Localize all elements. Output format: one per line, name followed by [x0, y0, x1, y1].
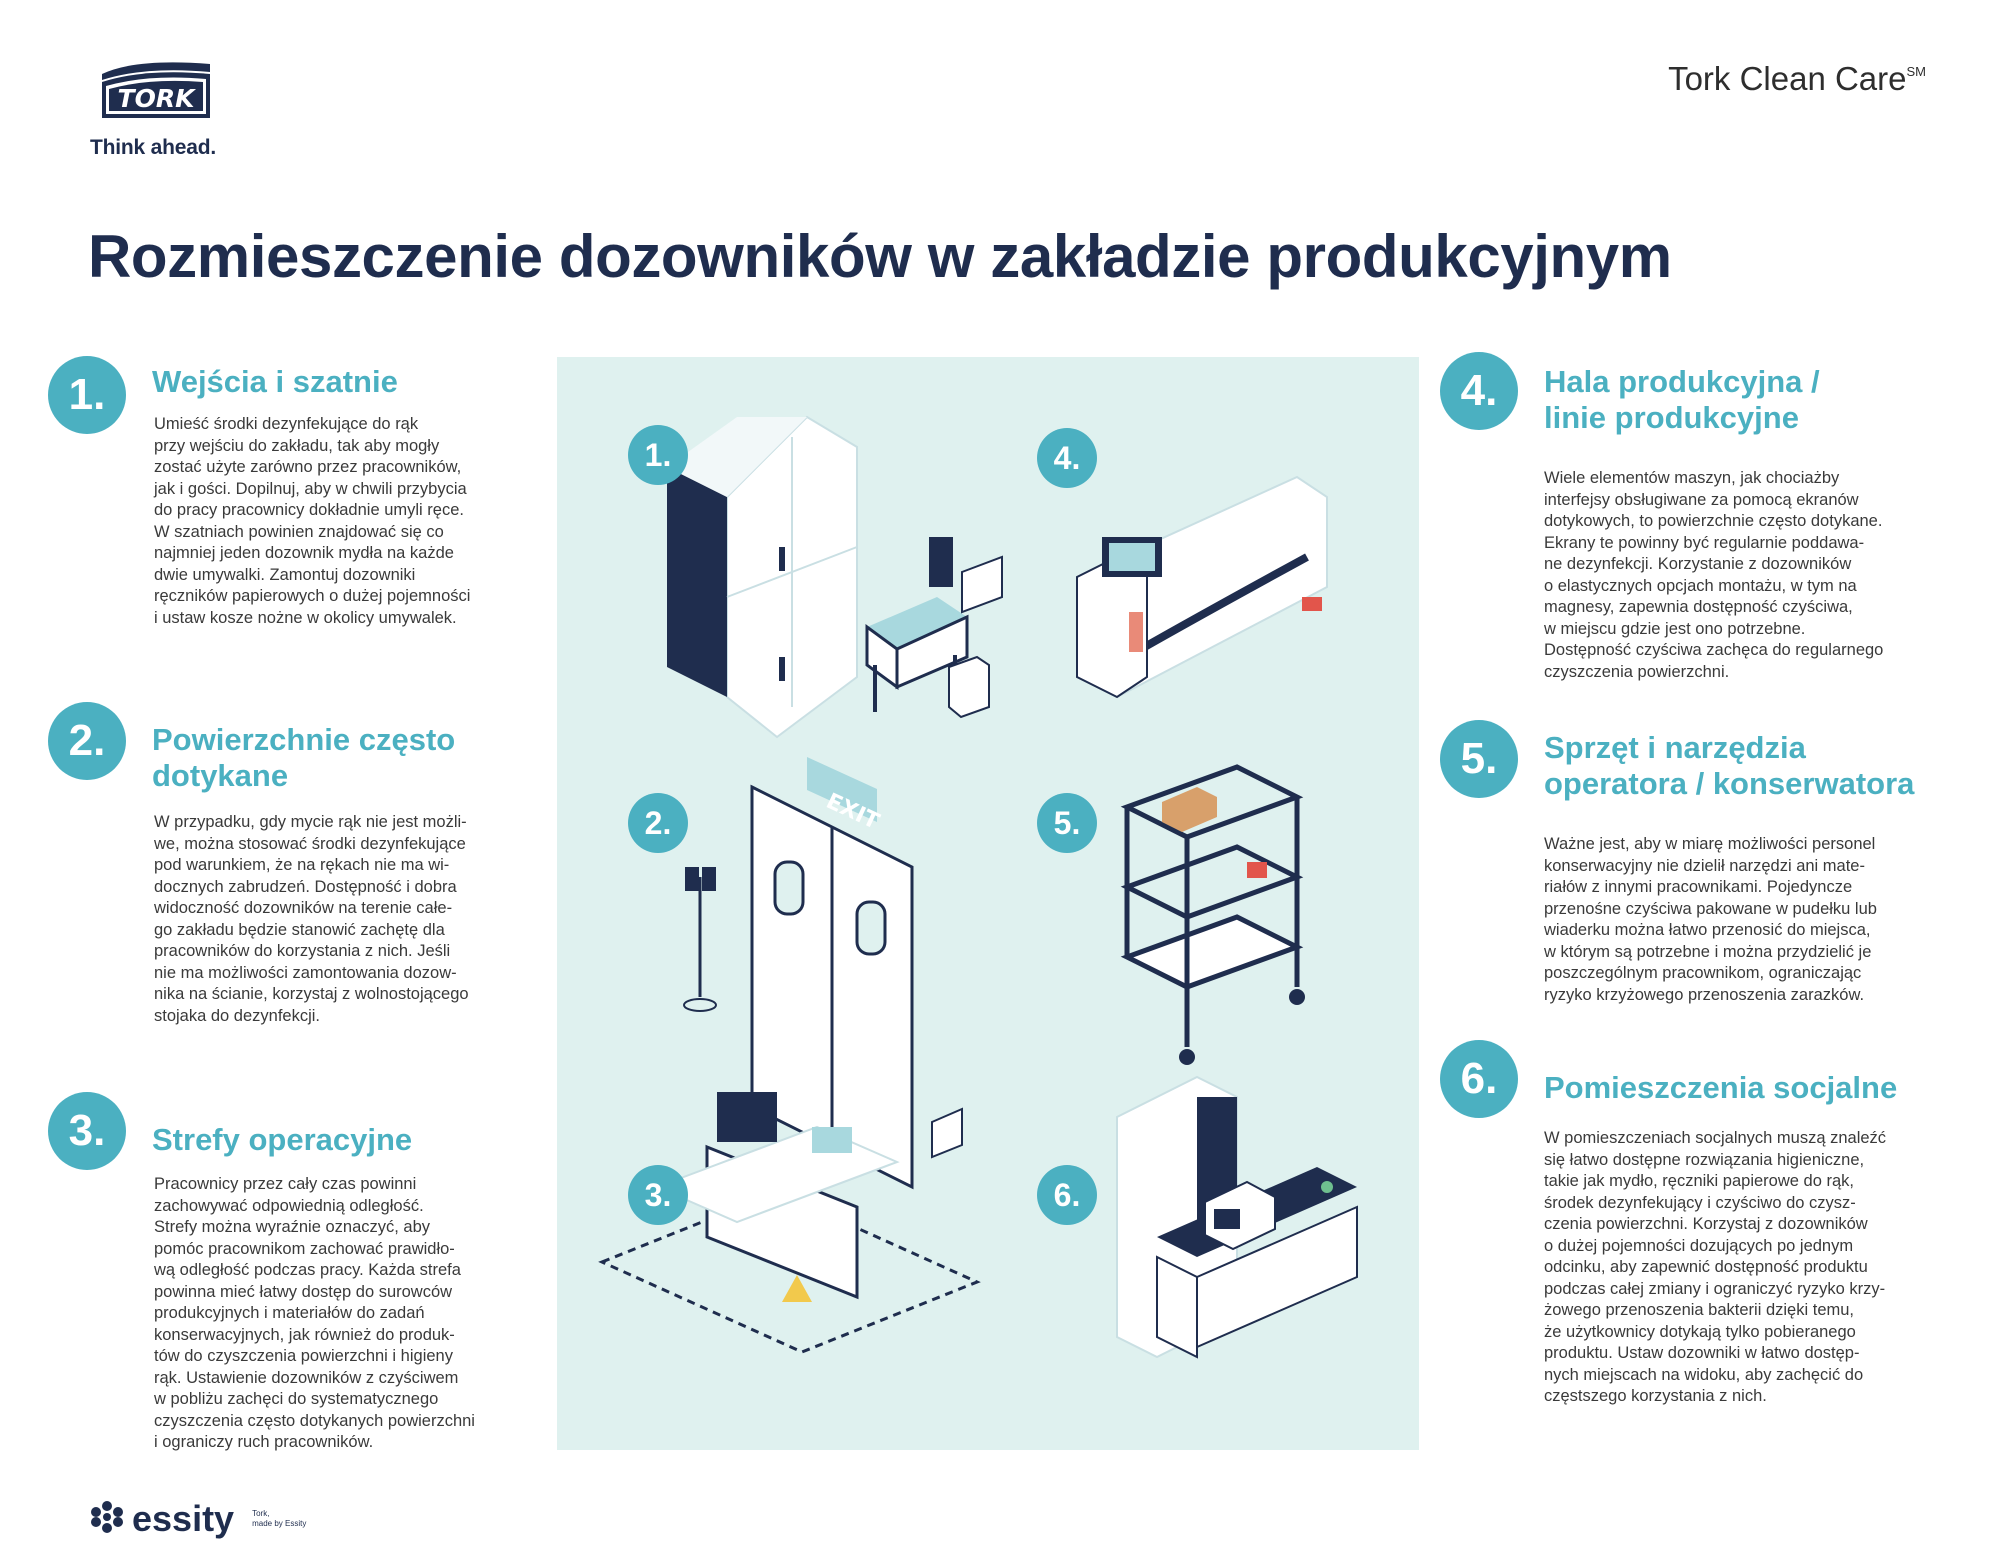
body-line: Umieść środki dezynfekujące do rąk	[154, 415, 419, 433]
section-5-title	[1544, 730, 1914, 802]
illustration-badge-2: 2.	[628, 793, 688, 853]
lockers-scene	[667, 417, 1002, 737]
body-line: pracowników do korzystania z nich. Jeśli	[154, 942, 451, 960]
section-title-line: linie produkcyjne	[1544, 400, 1799, 435]
body-line: docznych zabrudzeń. Dostępność i dobra	[154, 877, 457, 896]
exit-sign-text: EXIT	[822, 788, 883, 835]
section-1-body	[154, 414, 470, 629]
section-title-line: dotykane	[152, 758, 289, 793]
section-5-number: 5.	[1440, 720, 1518, 798]
essity-mark-icon	[90, 1500, 124, 1539]
body-line: czyszczenia powierzchni.	[1544, 662, 1730, 681]
body-line: dwie umywalki. Zamontuj dozowniki	[154, 565, 416, 584]
body-line: W pomieszczeniach socjalnych muszą znaleźć	[1544, 1129, 1887, 1147]
body-line: Ekrany te powinny być regularnie poddawa-	[1544, 533, 1865, 552]
body-line: produktu. Ustaw dozowniki w łatwo dostęp-	[1544, 1344, 1860, 1362]
essity-small-line: Tork,	[252, 1509, 270, 1518]
body-line: odcinku, aby zapewnić dostępność produktu	[1544, 1258, 1868, 1276]
illustration-badge-4: 4.	[1037, 428, 1097, 488]
body-line: powinna mieć łatwy dostęp do surowców	[154, 1282, 453, 1301]
body-line: zostać użyte zarówno przez pracowników,	[154, 458, 462, 476]
body-line: pod warunkiem, że na rękach nie ma wi-	[154, 856, 450, 874]
body-line: żowego przenoszenia bakterii dzięki temu,	[1544, 1301, 1854, 1319]
body-line: ryzyko krzyżowego przenoszenia zarazków.	[1544, 985, 1865, 1004]
section-2-number: 2.	[48, 702, 126, 780]
body-line: w pobliżu zachęci do systematycznego	[154, 1390, 439, 1408]
section-3-title	[152, 1122, 412, 1158]
section-2-body	[154, 812, 469, 1027]
essity-wordmark: essity	[132, 1498, 235, 1539]
body-line: widoczność dozowników na terenie całe-	[154, 899, 453, 917]
body-line: czyszczenia często dotykanych powierzchni	[154, 1411, 475, 1430]
dispenser-placement-illustration	[557, 357, 1419, 1450]
body-line: i ustaw kosze nożne w okolicy umywalek.	[154, 608, 457, 627]
body-line: poszczególnym pracownikom, ograniczając	[1544, 964, 1862, 982]
body-line: nych miejscach na widoku, aby zachęcić do	[1544, 1365, 1864, 1384]
section-title-line: Strefy operacyjne	[152, 1122, 413, 1157]
body-line: konserwacyjnych, jak również do produk-	[154, 1325, 455, 1344]
section-4-title	[1544, 364, 1820, 436]
section-title-line: Sprzęt i narzędzia	[1544, 730, 1806, 765]
body-line: środek dezynfekujący i czyściwo do czysz-	[1544, 1193, 1856, 1212]
illustration-badge-6: 6.	[1037, 1165, 1097, 1225]
body-line: wą odległość podczas pracy. Każda strefa	[154, 1261, 461, 1279]
body-line: do pracy pracownicy dokładnie umyli ręce.	[154, 501, 464, 519]
body-line: Wiele elementów maszyn, jak chociażby	[1544, 469, 1840, 487]
body-line: Ważne jest, aby w miarę możliwości personel	[1544, 835, 1876, 853]
section-4-body	[1544, 468, 1883, 683]
body-line: Pracownicy przez cały czas powinni	[154, 1175, 417, 1193]
section-2-title	[152, 722, 455, 794]
essity-small-text	[252, 1509, 306, 1529]
essity-small-line: made by Essity	[252, 1519, 307, 1528]
illustration-badge-3: 3.	[628, 1165, 688, 1225]
brand-name	[1668, 60, 1926, 98]
body-line: Dostępność czyściwa zachęca do regularnego	[1544, 641, 1884, 659]
body-line: podczas całej zmiany i ograniczyć ryzyko krzy-	[1544, 1279, 1886, 1298]
service-mark: SM	[1906, 64, 1926, 79]
tork-logo	[96, 60, 216, 122]
body-line: zachowywać odpowiednią odległość.	[154, 1196, 424, 1215]
body-line: go zakładu będzie stanowić zachętę dla	[154, 920, 445, 939]
body-line: tów do czyszczenia powierzchni i higieny	[154, 1347, 453, 1365]
body-line: produkcyjnych i materiałów do zadań	[154, 1304, 425, 1322]
essity-logo	[90, 1498, 306, 1540]
body-line: W przypadku, gdy mycie rąk nie jest możli-	[154, 813, 467, 831]
body-line: konserwacyjny nie dzielił narzędzi ani mate-	[1544, 856, 1865, 875]
body-line: wiaderku można łatwo przenosić do miejsca,	[1544, 921, 1871, 939]
section-6-body	[1544, 1128, 1886, 1408]
illustration-badge-5: 5.	[1037, 793, 1097, 853]
body-line: się łatwo dostępne rozwiązania higieniczne,	[1544, 1150, 1865, 1169]
body-line: ne dezynfekcji. Korzystanie z dozowników	[1544, 555, 1852, 573]
body-line: interfejsy obsługiwane za pomocą ekranów	[1544, 490, 1859, 509]
body-line: częstszego korzystania z nich.	[1544, 1387, 1767, 1405]
section-6-title	[1544, 1070, 1897, 1106]
body-line: ręczników papierowych o dużej pojemności	[154, 587, 471, 605]
body-line: we, można stosować środki dezynfekujące	[154, 834, 466, 853]
body-line: w miejscu gdzie jest ono potrzebne.	[1544, 619, 1806, 638]
tagline: Think ahead.	[90, 136, 216, 159]
body-line: najmniej jeden dozownik mydła na każde	[154, 544, 454, 562]
section-1-title	[152, 364, 398, 400]
maintenance-trolley-scene	[1127, 767, 1305, 1065]
section-title-line: Pomieszczenia socjalne	[1544, 1070, 1898, 1105]
body-line: o dużej pojemności dozujących po jednym	[1544, 1236, 1854, 1255]
section-4-number: 4.	[1440, 352, 1518, 430]
body-line: pomóc pracownikom zachować prawidło-	[154, 1239, 455, 1258]
body-line: nie ma możliwości zamontowania dozow-	[154, 963, 457, 982]
body-line: nika na ścianie, korzystaj z wolnostojącego	[154, 985, 469, 1003]
body-line: o elastycznych opcjach montażu, w tym na	[1544, 576, 1857, 595]
section-3-body	[154, 1174, 475, 1454]
brand-name-text: Tork Clean Care	[1668, 60, 1907, 97]
body-line: że użytkownicy dotykają tylko pobieranego	[1544, 1322, 1856, 1341]
body-line: przenośne czyściwa pakowane w pudełku lub	[1544, 899, 1877, 918]
page-title: Rozmieszczenie dozowników w zakładzie produkcyjnym	[88, 223, 1672, 290]
section-6-number: 6.	[1440, 1040, 1518, 1118]
tork-logo-text: TORK	[117, 84, 195, 113]
social-room-scene	[1117, 1077, 1357, 1357]
body-line: w którym są potrzebne i można przydzielić je	[1544, 942, 1872, 961]
section-title-line: Hala produkcyjna /	[1544, 364, 1820, 399]
section-title-line: operatora / konserwatora	[1544, 766, 1915, 801]
section-1-number: 1.	[48, 356, 126, 434]
body-line: jak i gości. Dopilnuj, aby w chwili przybycia	[154, 479, 467, 498]
body-line: rąk. Ustawienie dozowników z czyściwem	[154, 1368, 459, 1387]
production-line-scene	[1077, 477, 1327, 697]
body-line: takie jak mydło, ręczniki papierowe do rąk,	[1544, 1172, 1854, 1190]
body-line: magnesy, zapewnia dostępność czyściwa,	[1544, 598, 1853, 616]
section-5-body	[1544, 834, 1877, 1006]
body-line: dotykowych, to powierzchnie często dotykane.	[1544, 512, 1883, 530]
body-line: riałów z innymi pracownikami. Pojedyncze	[1544, 878, 1853, 896]
body-line: W szatniach powinien znajdować się co	[154, 522, 444, 541]
body-line: przy wejściu do zakładu, tak aby mogły	[154, 436, 440, 455]
illustration-badge-1: 1.	[628, 425, 688, 485]
section-title-line: Powierzchnie często	[152, 722, 456, 757]
body-line: czenia powierzchni. Korzystaj z dozowników	[1544, 1215, 1868, 1233]
body-line: stojaka do dezynfekcji.	[154, 1006, 321, 1025]
section-3-number: 3.	[48, 1092, 126, 1170]
section-title-line: Wejścia i szatnie	[152, 364, 398, 399]
body-line: i ograniczy ruch pracowników.	[154, 1433, 374, 1451]
body-line: Strefy można wyraźnie oznaczyć, aby	[154, 1218, 431, 1236]
